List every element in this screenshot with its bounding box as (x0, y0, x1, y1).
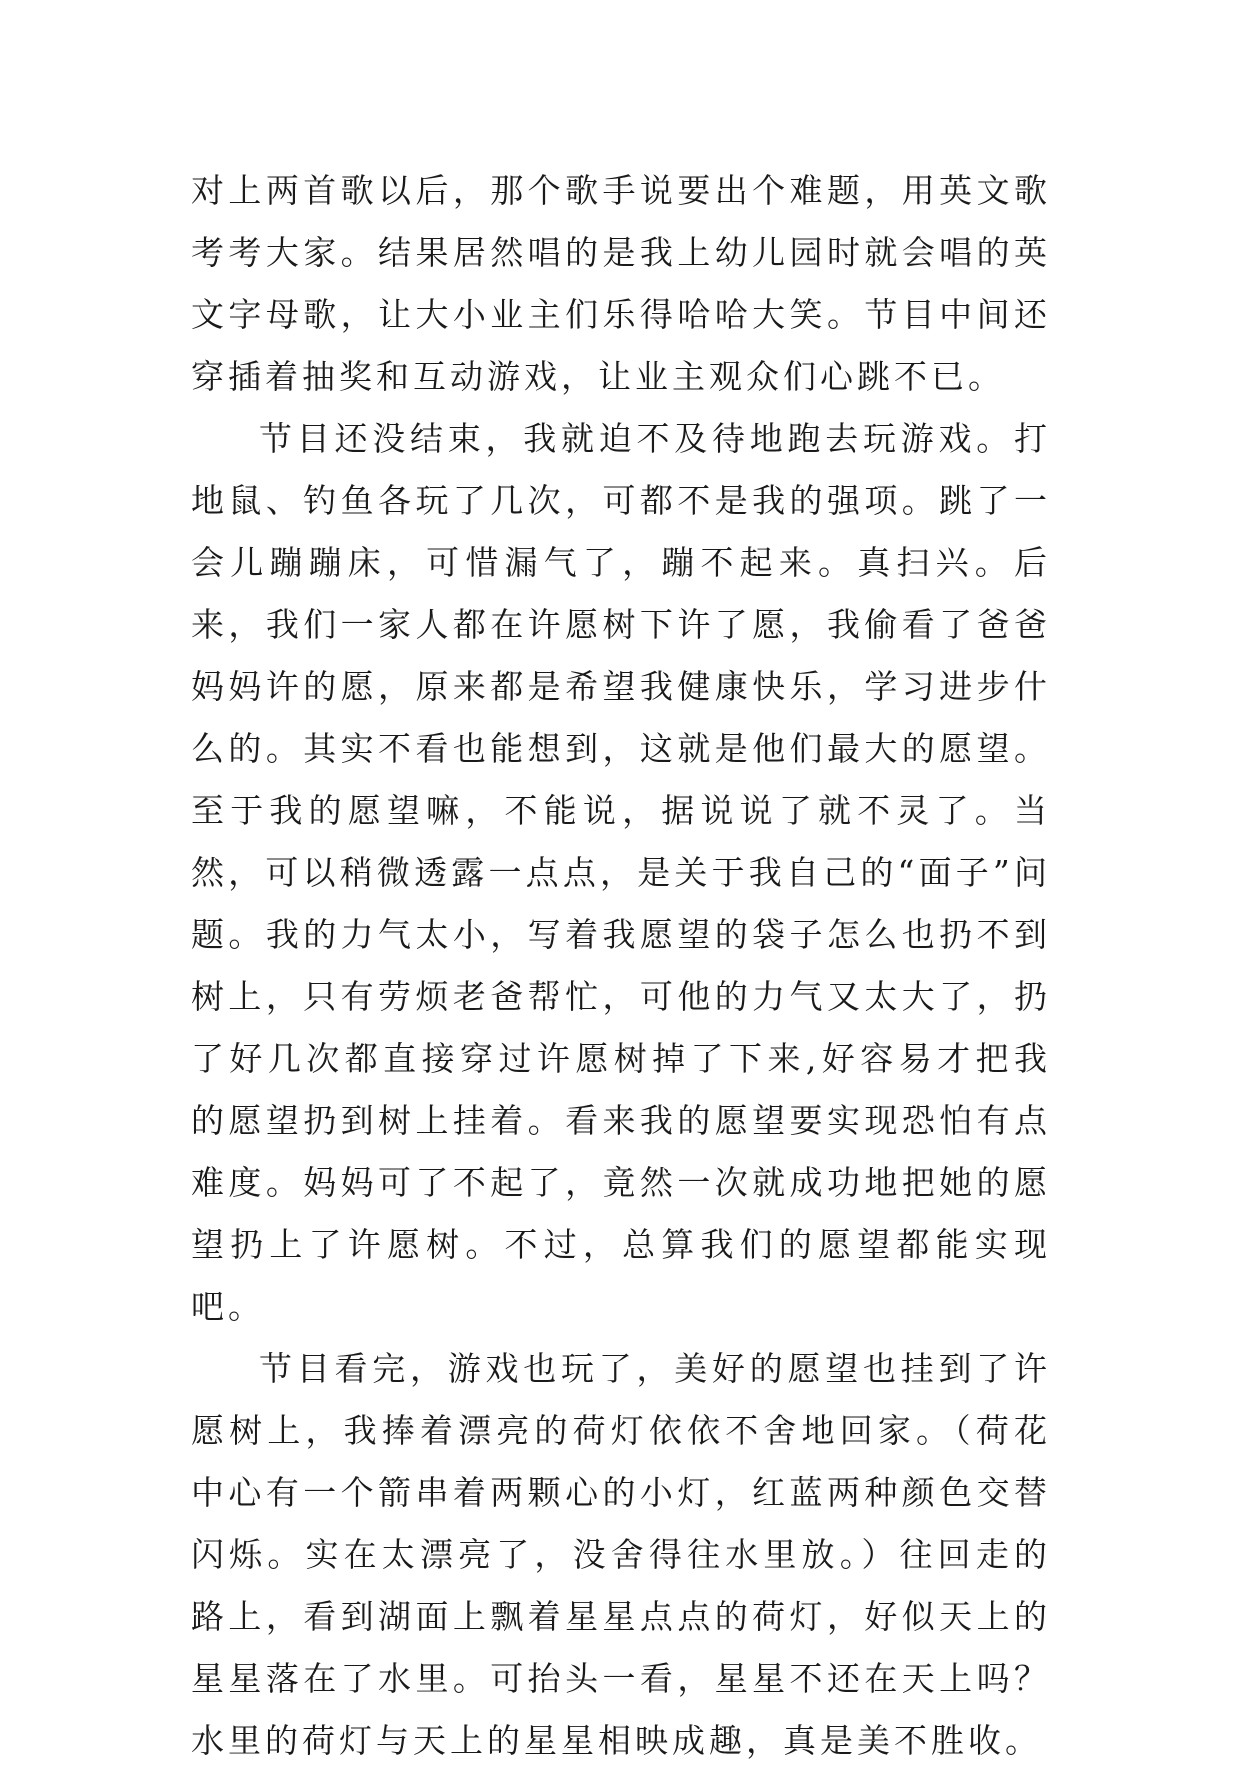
paragraph-2: 节目还没结束，我就迫不及待地跑去玩游戏。打地鼠、钓鱼各玩了几次，可都不是我的强项。跳了一会儿蹦蹦床，可惜漏气了，蹦不起来。真扫兴。后来，我们一家人都在许愿树下许了愿，我偷看了爸爸妈妈许的愿，原来都是希望我健康快乐，学习进步什么的。其实不看也能想到，这就是他们最大的愿望。至于我的愿望嘛，不能说，据说说了就不灵了。当然，可以稍微透露一点点，是关于我自己的“面子”问题。我的力气太小，写着我愿望的袋子怎么也扔不到树上，只有劳烦老爸帮忙，可他的力气又太大了，扔了好几次都直接穿过许愿树掉了下来,好容易才把我的愿望扔到树上挂着。看来我的愿望要实现恐怕有点难度。妈妈可了不起了，竟然一次就成功地把她的愿望扔上了许愿树。不过，总算我们的愿望都能实现吧。 (191, 419, 1051, 1326)
paragraph-3: 节目看完，游戏也玩了，美好的愿望也挂到了许愿树上，我捧着漂亮的荷灯依依不舍地回家。（荷花中心有一个箭串着两颗心的小灯，红蓝两种颜色交替闪烁。实在太漂亮了，没舍得往水里放。）往回走的路上，看到湖面上飘着星星点点的荷灯，好似天上的星星落在了水里。可抬头一看，星星不还在天上吗？水里的荷灯与天上的星星相映成趣，真是美不胜收。 (191, 1349, 1051, 1760)
document-body (191, 160, 1051, 1772)
paragraph-1: 对上两首歌以后，那个歌手说要出个难题，用英文歌考考大家。结果居然唱的是我上幼儿园时就会唱的英文字母歌，让大小业主们乐得哈哈大笑。节目中间还穿插着抽奖和互动游戏，让业主观众们心跳不已。 (191, 171, 1051, 396)
